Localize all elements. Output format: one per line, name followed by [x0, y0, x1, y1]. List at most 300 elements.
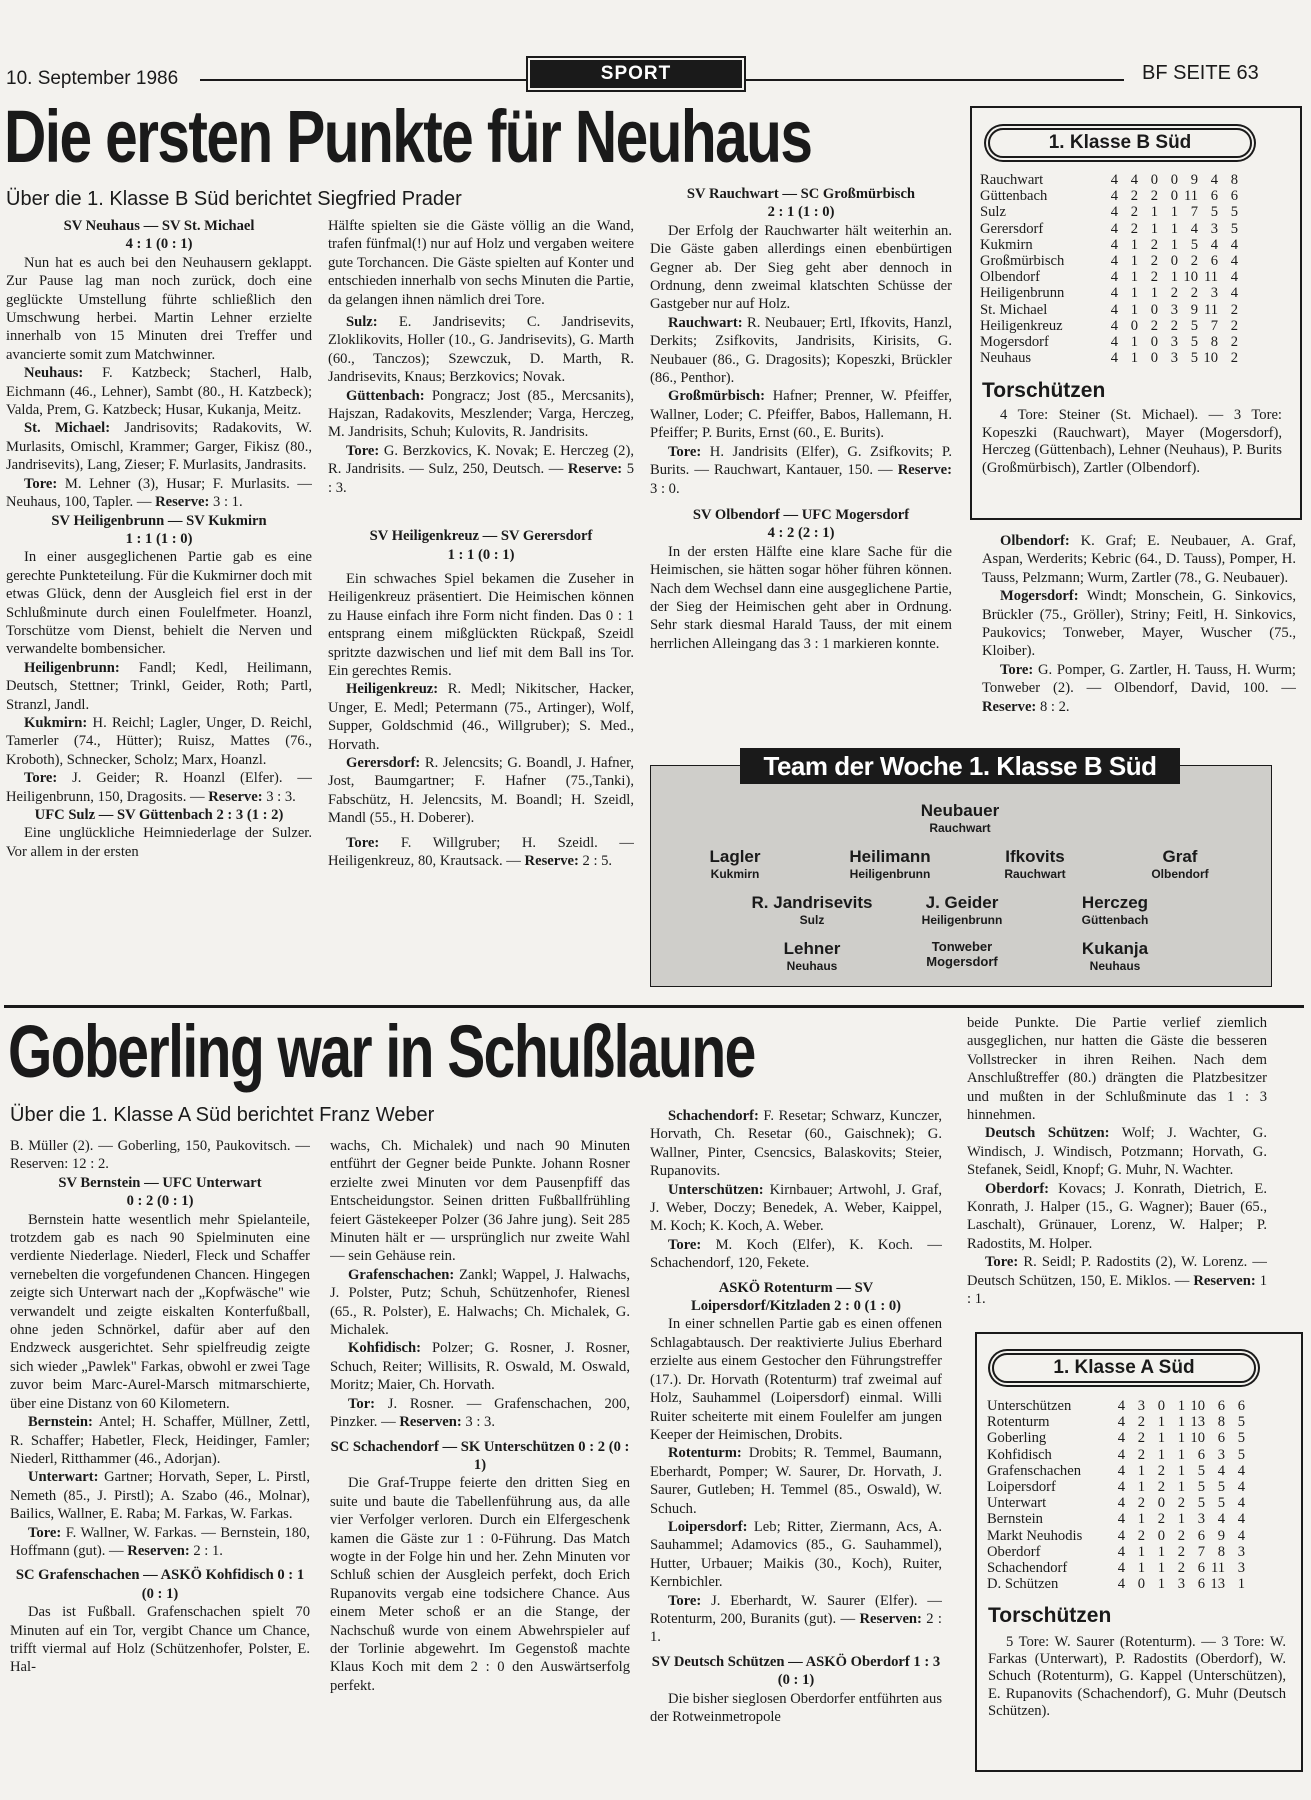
match-report: wachs, Ch. Michalek) und nach 90 Minuten entführt der Gegner beide Punkte. Johann Rosner erzielte zwei Minuten vor dem Pausenpfiff das Entscheidungstor. Seinen dritten Fußballfrühling feiert Gästekeeper Polzer (36 Jahre jung). Seit 285 Minuten hält er — ursprünglich nur zweite Wahl — sein Gehäuse rein.: [330, 1138, 630, 1265]
match-report: beide Punkte. Die Partie verlief ziemlich ausgeglichen, nur hatten die Gäste die besseren Vollstrecker in ihren Reihen. Nach dem Anschlußtreffer (80.) drängten die Platzbesitzer und mußten in der Schlußminute das 1 : 3 hinnehmen.: [967, 1015, 1267, 1124]
lineup: Gerersdorf: R. Jelencsits; G. Boandl, J. Hafner, Jost, Baumgartner; F. Hafner (75.,Tanki), Fabschütz, H. Jelencsits, M. Boandl; H. Szeidl, Mandl (55., H. Doberer).: [328, 754, 634, 827]
stat-cell: 13: [1190, 1414, 1205, 1431]
team-name: Großmürbisch: [980, 253, 1065, 270]
stat-cell: 0: [1157, 1398, 1165, 1414]
match-score: 1 : 1 (1 : 0): [125, 530, 193, 547]
player-card: J. Geider Heiligenbrunn: [921, 893, 1003, 927]
article-1-column-2: [328, 217, 634, 999]
stat-cell: 1: [1137, 1479, 1145, 1496]
article-2-column-4: [967, 1014, 1267, 1324]
team-name: Olbendorf: [980, 269, 1040, 286]
standings-row: [987, 1414, 1245, 1430]
stat-cell: 2: [1130, 188, 1138, 205]
stat-cell: 0: [1170, 188, 1178, 205]
match-title: ASKÖ Rotenturm — SV Loipersdorf/Kitzladen 2 : 0 (1 : 0): [691, 1279, 901, 1315]
match-report: In der ersten Hälfte eine klare Sache für die Heimischen, sie hätten sogar höher führen können. Nach dem Wechsel dann eine ausgeglichene Partie, der Sieg der Heimischen geht aber in Ordnung. Sehr stark diesmal Harald Tauss, der mit einem herrlichen Alleingang das 3 : 1 markieren konnte.: [650, 543, 952, 652]
team-name: Goberling: [987, 1430, 1047, 1447]
stat-cell: 4: [1237, 1527, 1245, 1544]
stat-cell: 4: [1110, 188, 1118, 205]
match-title: SV Bernstein — UFC Unterwart: [58, 1174, 262, 1191]
stat-cell: 5: [1190, 334, 1198, 351]
stat-cell: 4: [1110, 204, 1118, 221]
goals-line: Tore: G. Pomper, G. Zartler, H. Tauss, H. Wurm; Tonweber (2). — Olbendorf, David, 100. — Reserve: 8 : 2.: [982, 661, 1296, 715]
stat-cell: 1: [1150, 220, 1158, 237]
stat-cell: 5: [1237, 1414, 1245, 1431]
standings-row: [980, 334, 1238, 350]
standings-row: [980, 253, 1238, 269]
stat-cell: 2: [1190, 253, 1198, 270]
stat-cell: 0: [1157, 1495, 1165, 1512]
stat-cell: 1: [1177, 1446, 1185, 1463]
byline-article-2: Über die 1. Klasse A Süd berichtet Franz Weber: [10, 1104, 435, 1126]
match-report: In einer schnellen Partie gab es einen offenen Schlagabtausch. Der reaktivierte Julius Eberhard erzielte aus einem Gestocher den Führungstreffer (17.). Dr. Horvath (Rotenturm) traf zweimal auf Holz, Sauhammel (Loipersdorf) einmal. Willi Ruiter scheiterte mit einem Foulelfer am jungen Keeper der Heimischen, Drobits.: [650, 1316, 942, 1443]
player-card: Neubauer Rauchwart: [920, 801, 1000, 835]
stat-cell: 4: [1237, 1479, 1245, 1496]
stat-cell: 1: [1130, 285, 1138, 302]
team-name: Mogersdorf: [980, 334, 1049, 351]
lineup: Rauchwart: R. Neubauer; Ertl, Ifkovits, Hanzl, Derkits; Zsifkovits, Jandrisits, Kirisits, G. Neubauer (86., G. Dragosits); Kopeszki, Brückler (86., Penthor).: [650, 314, 952, 387]
goals-line: Tore: F. Willgruber; H. Szeidl. — Heiligenkreuz, 80, Krautsack. — Reserve: 2 : 5.: [328, 834, 634, 869]
lineup: Neuhaus: F. Katzbeck; Stacherl, Halb, Eichmann (46., Lehner), Sambt (80., H. Katzbeck); Valda, Prem, G. Katzbeck; Husar, Kukanja, Meitz.: [6, 365, 312, 419]
stat-cell: 1: [1137, 1560, 1145, 1577]
stat-cell: 0: [1130, 317, 1138, 334]
scorers-text-b-sued: 4 Tore: Steiner (St. Michael). — 3 Tore: Kopeszki (Rauchwart), Mayer (Mogersdorf), Herczeg (Güttenbach), Lehner (Neuhaus), P. Burits (Großmürbisch), Zartler (Olbendorf).: [982, 407, 1282, 476]
stat-cell: 3: [1137, 1398, 1145, 1414]
stat-cell: 4: [1230, 253, 1238, 270]
match-title: SV Heiligenbrunn — SV Kukmirn: [51, 512, 267, 529]
goals-line: Tore: M. Lehner (3), Husar; F. Murlasits. — Neuhaus, 100, Tapler. — Reserve: 3 : 1.: [6, 475, 312, 511]
stat-cell: 4: [1117, 1543, 1125, 1560]
stat-cell: 1: [1170, 269, 1178, 286]
lineup: Heiligenbrunn: Fandl; Kedl, Heilimann, Deutsch, Stettner; Trinkl, Geider, Roth; Partl, Stranzl, Jandl.: [6, 659, 312, 713]
team-name: Gerersdorf: [980, 220, 1044, 237]
stat-cell: 2: [1150, 253, 1158, 270]
stat-cell: 1: [1177, 1430, 1185, 1447]
lineup: Großmürbisch: Hafner; Prenner, W. Pfeiffer, Wallner, Loder; C. Pfeiffer, Babos, Hallemann, H. Pfeiffer; P. Burits, Ernst (60., E. Burits).: [650, 388, 952, 442]
standings-row: [987, 1398, 1245, 1414]
stat-cell: 6: [1237, 1398, 1245, 1414]
match-report: Ein schwaches Spiel bekamen die Zuseher in Heiligenkreuz präsentiert. Die Heimischen können zu Hause einfach ihre Form nicht finden. Das 0 : 1 entsprang einem mißglückten Rückpaß, Szeidl spritzte dazwischen und lief mit dem Ball ins Tor. Ein gerechtes Remis.: [328, 570, 634, 679]
stat-cell: 6: [1197, 1446, 1205, 1463]
stat-cell: 0: [1150, 350, 1158, 367]
stat-cell: 7: [1210, 317, 1218, 334]
stat-cell: 1: [1130, 253, 1138, 270]
stat-cell: 9: [1217, 1527, 1225, 1544]
stat-cell: 4: [1110, 220, 1118, 237]
section-label: SPORT: [530, 60, 742, 88]
standings-row: [987, 1430, 1245, 1446]
stat-cell: 4: [1110, 236, 1118, 253]
stat-cell: 4: [1117, 1560, 1125, 1577]
lineup: Rotenturm: Drobits; R. Temmel, Baumann, Eberhardt, Pomper; W. Saurer, Dr. Horvath, J. Saurer, Gutleben; H. Temmel (85., Oswald), W. Schuch.: [650, 1445, 942, 1517]
headline-article-2: Goberling war in Schußlaune: [8, 1010, 755, 1093]
stat-cell: 2: [1190, 285, 1198, 302]
byline-article-1: Über die 1. Klasse B Süd berichtet Siegfried Prader: [6, 188, 462, 210]
stat-cell: 11: [1183, 188, 1198, 205]
player-card: Ifkovits Rauchwart: [1004, 847, 1066, 881]
stat-cell: 9: [1190, 172, 1198, 188]
standings-row: [987, 1528, 1245, 1544]
stat-cell: 4: [1217, 1511, 1225, 1528]
stat-cell: 1: [1170, 204, 1178, 221]
stat-cell: 1: [1157, 1446, 1165, 1463]
match-report: Die bisher sieglosen Oberdorfer entführten aus der Rotweinmetropole: [650, 1690, 942, 1725]
stat-cell: 1: [1130, 350, 1138, 367]
stat-cell: 8: [1217, 1414, 1225, 1431]
match-report: In einer ausgeglichenen Partie gab es eine gerechte Punkteteilung. Für die Kukmirner doch mit etwas Glück, denn der Ausgleich fiel erst in der Schlußminute durch einen Foulelfmeter. Hoanzl, Torschütze vom Dienst, behielt die Nerven und verwandelte bombensicher.: [6, 549, 312, 658]
stat-cell: 6: [1230, 188, 1238, 205]
player-card: Heilimann Heiligenbrunn: [849, 847, 931, 881]
stat-cell: 2: [1130, 204, 1138, 221]
match-score: 2 : 1 (1 : 0): [767, 204, 835, 221]
team-name: St. Michael: [980, 301, 1048, 318]
stat-cell: 4: [1117, 1576, 1125, 1593]
match-title: SC Grafenschachen — ASKÖ Kohfidisch 0 : 1 (0 : 1): [15, 1567, 305, 1602]
standings-row: [987, 1479, 1245, 1495]
stat-cell: 1: [1137, 1511, 1145, 1528]
stat-cell: 5: [1237, 1430, 1245, 1447]
stat-cell: 0: [1170, 253, 1178, 270]
stat-cell: 3: [1170, 350, 1178, 367]
match-title: SV Rauchwart — SC Großmürbisch: [686, 186, 916, 202]
goals-line: Tore: J. Geider; R. Hoanzl (Elfer). — Heiligenbrunn, 150, Dragosits. — Reserve: 3 : 3.: [6, 770, 312, 805]
standings-row: [980, 237, 1238, 253]
stat-cell: 4: [1210, 172, 1218, 188]
stat-cell: 4: [1110, 350, 1118, 367]
article-1-column-3: [650, 185, 952, 741]
stat-cell: 6: [1197, 1576, 1205, 1593]
standings-row: [980, 318, 1238, 334]
standings-row: [980, 221, 1238, 237]
stat-cell: 4: [1110, 285, 1118, 302]
goals-line: Tore: J. Eberhardt, W. Saurer (Elfer). — Rotenturm, 200, Buranits (gut). — Reserven: 2 : 1.: [650, 1592, 942, 1646]
stat-cell: 1: [1237, 1576, 1245, 1593]
stat-cell: 5: [1190, 236, 1198, 253]
stat-cell: 3: [1237, 1560, 1245, 1577]
match-score: 4 : 2 (2 : 1): [767, 525, 835, 542]
goals-line: B. Müller (2). — Goberling, 150, Paukovitsch. — Reserven: 12 : 2.: [10, 1138, 310, 1173]
standings-row: [980, 269, 1238, 285]
lineup: Grafenschachen: Zankl; Wappel, J. Halwachs, J. Polster, Putz; Schuh, Schützenhofer, Rienesl (65., R. Polster), E. Halwachs; Ch. Michalek, G. Michalek.: [330, 1266, 630, 1339]
goals-line: Tore: R. Seidl; P. Radostits (2), W. Lorenz. — Deutsch Schützen, 150, E. Miklos. — Reserven: 1 : 1.: [967, 1254, 1267, 1308]
stat-cell: 0: [1137, 1576, 1145, 1593]
stat-cell: 0: [1150, 334, 1158, 351]
lineup: St. Michael: Jandrisovits; Radakovits, W. Murlasits, Omischl, Krammer; Garger, Fikisz (80., Jandrisevits), Lang, Zieser; F. Murlasits, Jandrasits.: [6, 420, 312, 474]
stat-cell: 8: [1217, 1543, 1225, 1560]
stat-cell: 4: [1117, 1398, 1125, 1414]
player-card: Lagler Kukmirn: [709, 847, 761, 881]
match-score: 4 : 1 (0 : 1): [125, 236, 193, 253]
team-of-week-title: Team der Woche 1. Klasse B Süd: [740, 748, 1180, 784]
stat-cell: 3: [1197, 1511, 1205, 1528]
stat-cell: 1: [1177, 1398, 1185, 1414]
stat-cell: 1: [1177, 1511, 1185, 1528]
scorers-heading-b-sued: Torschützen: [982, 379, 1106, 402]
stat-cell: 4: [1110, 334, 1118, 351]
team-name: Kukmirn: [980, 236, 1033, 253]
match-title: SV Deutsch Schützen — ASKÖ Oberdorf 1 : 3 (0 : 1): [651, 1653, 941, 1689]
stat-cell: 2: [1150, 188, 1158, 205]
team-name: Kohfidisch: [987, 1446, 1052, 1463]
stat-cell: 7: [1197, 1543, 1205, 1560]
lineup: Oberdorf: Kovacs; J. Konrath, Dietrich, E. Konrath, J. Halper (15., G. Wagner); Bauer (65., Laschalt), Grünauer, Lorenz, W. Halper; P. Radostits, M. Holper.: [967, 1180, 1267, 1252]
team-name: Grafenschachen: [987, 1462, 1081, 1479]
stat-cell: 4: [1210, 236, 1218, 253]
standings-title-a-sued: 1. Klasse A Süd: [992, 1353, 1256, 1383]
stat-cell: 10: [1190, 1430, 1205, 1447]
stat-cell: 4: [1130, 172, 1138, 188]
stat-cell: 2: [1177, 1527, 1185, 1544]
stat-cell: 0: [1170, 172, 1178, 188]
stat-cell: 9: [1190, 301, 1198, 318]
match-score: 0 : 2 (0 : 1): [126, 1193, 194, 1210]
stat-cell: 1: [1170, 220, 1178, 237]
stat-cell: 1: [1150, 204, 1158, 221]
goals-line: Tore: F. Wallner, W. Farkas. — Bernstein, 180, Hoffmann (gut). — Reserven: 2 : 1.: [10, 1524, 310, 1559]
stat-cell: 5: [1230, 220, 1238, 237]
team-name: Güttenbach: [980, 188, 1048, 205]
team-name: Unterwart: [987, 1495, 1047, 1512]
scorers-text-a-sued: 5 Tore: W. Saurer (Rotenturm). — 3 Tore: W. Farkas (Unterwart), P. Radostits (Oberdorf), W. Schuch (Rotenturm), G. Kappel (Unterschützen), E. Rupanovits (Schachendorf), G. Muhr (Deutsch Schützen).: [988, 1634, 1286, 1719]
team-name: Unterschützen: [987, 1398, 1072, 1414]
stat-cell: 2: [1157, 1479, 1165, 1496]
stat-cell: 3: [1210, 285, 1218, 302]
stat-cell: 2: [1137, 1430, 1145, 1447]
standings-row: [987, 1447, 1245, 1463]
stat-cell: 4: [1117, 1527, 1125, 1544]
standings-row: [987, 1544, 1245, 1560]
stat-cell: 6: [1210, 253, 1218, 270]
player-card: Lehner Neuhaus: [783, 939, 841, 973]
stat-cell: 0: [1150, 172, 1158, 188]
stat-cell: 5: [1230, 204, 1238, 221]
stat-cell: 3: [1170, 334, 1178, 351]
stat-cell: 4: [1117, 1446, 1125, 1463]
match-report: Hälfte spielten sie die Gäste völlig an die Wand, trafen fünfmal(!) nur auf Holz und vergaben weitere gute Torchancen. Die Gäste spielten auf Konter und entschieden innerhalb von sechs Minuten die Partie, da gelangen ihnen nämlich drei Tore.: [328, 218, 634, 308]
match-title: SC Schachendorf — SK Unterschützen 0 : 2 (0 : 1): [330, 1438, 630, 1473]
stat-cell: 1: [1150, 285, 1158, 302]
stat-cell: 4: [1230, 269, 1238, 286]
match-report: Die Graf-Truppe feierte den dritten Sieg en suite und baute die Tabellenführung aus, da alle vier Verfolger verloren. Durch ein Elfergeschenk kamen die Gäste zur 1 : 0-Führung. Das Match wogte in der Folge hin und her. Zehn Minuten vor Schluß schien der Ausgleich perfekt, doch Erich Rupanovits vergab eine todsichere Chance. Aus einem Meter schoß er an die Stange, der Nachschuß wurde von einem Abwehrspieler auf der Torlinie abgewehrt. Im Gegenstoß machte Klaus Koch mit dem 2 : 0 den Auswärtserfolg perfekt.: [330, 1475, 630, 1694]
stat-cell: 2: [1137, 1527, 1145, 1544]
stat-cell: 0: [1157, 1527, 1165, 1544]
match-report: Das ist Fußball. Grafenschachen spielt 70 Minuten auf ein Tor, vergibt Chance um Chance, trifft viermal auf Holz (Schützenhofer, Polster, E. Hal-: [10, 1604, 310, 1676]
standings-row: [980, 204, 1238, 220]
standings-row: [980, 302, 1238, 318]
stat-cell: 4: [1117, 1430, 1125, 1447]
stat-cell: 3: [1237, 1543, 1245, 1560]
article-2-column-2: [330, 1137, 630, 1794]
player-card: Herczeg Güttenbach: [1081, 893, 1149, 927]
stat-cell: 1: [1157, 1560, 1165, 1577]
match-report: Bernstein hatte wesentlich mehr Spielanteile, trotzdem gab es nach 90 Spielminuten eine verdiente Niederlage. Niederl, Fleck und Schaffer vernebelten die vorgefundenen Chancen. Hingegen zeigte sich Unterwart nach der „Kopfwäsche" wie verwandelt und zeigte eiskalten Konterfußball, ohne jeden Schnörkel, dafür aber auf den Endzweck ausgerichtet. Sehr spielfreudig zeigte sich wieder „Pawlek" Farkas, obwohl er zwei Tage zuvor beim Marc-Aurel-Marsch mitmarschierte, über eine Distanz von 60 Kilometern.: [10, 1211, 310, 1412]
goals-line: Tore: M. Koch (Elfer), K. Koch. — Schachendorf, 120, Fekete.: [650, 1236, 942, 1272]
stat-cell: 4: [1110, 317, 1118, 334]
stat-cell: 5: [1197, 1495, 1205, 1512]
stat-cell: 5: [1197, 1479, 1205, 1496]
team-name: Heiligenkreuz: [980, 317, 1063, 334]
stat-cell: 6: [1197, 1527, 1205, 1544]
stat-cell: 2: [1230, 317, 1238, 334]
stat-cell: 5: [1217, 1495, 1225, 1512]
stat-cell: 4: [1217, 1462, 1225, 1479]
stat-cell: 4: [1117, 1511, 1125, 1528]
stat-cell: 4: [1110, 301, 1118, 318]
lineup: Unterwart: Gartner; Horvath, Seper, L. Pirstl, Nemeth (85., J. Pirstl); A. Szabo (46., Molnar), Bailics, Wallner, E. Raba; M. Farkas, W. Farkas.: [10, 1469, 310, 1523]
header-rule-left: [200, 79, 526, 81]
stat-cell: 3: [1217, 1446, 1225, 1463]
stat-cell: 2: [1150, 317, 1158, 334]
player-card: R. Jandrisevits Sulz: [751, 893, 873, 927]
lineup: Sulz: E. Jandrisevits; C. Jandrisevits, Zloklikovits, Holler (10., G. Jandrisevits), G. Marth (60., Tanczos); Szewczuk, D. Marth, R. Jandrisevits, Knaus; Berzkovics; Novak.: [328, 314, 634, 386]
stat-cell: 4: [1110, 172, 1118, 188]
team-name: Oberdorf: [987, 1543, 1041, 1560]
scorers-heading-a-sued: Torschützen: [988, 1604, 1112, 1627]
stat-cell: 6: [1217, 1398, 1225, 1414]
article-1-column-1: [6, 217, 312, 999]
stat-cell: 5: [1237, 1446, 1245, 1463]
stat-cell: 13: [1210, 1576, 1225, 1593]
stat-cell: 2: [1130, 220, 1138, 237]
team-of-week-grid: [650, 765, 1270, 985]
stat-cell: 6: [1210, 188, 1218, 205]
standings-table-b-sued: [980, 172, 1238, 366]
article-2-column-3: [650, 1107, 942, 1794]
match-title: SV Heiligenkreuz — SV Gerersdorf: [369, 528, 593, 545]
team-name: Neuhaus: [980, 350, 1032, 367]
lineup: Mogersdorf: Windt; Monschein, G. Sinkovics, Brückler (75., Gröller), Striny; Feitl, H. Sinkovics, Paukovics; Tonweber, Mayer, Wuscher (75., Kloiber).: [982, 588, 1296, 660]
stat-cell: 2: [1137, 1495, 1145, 1512]
team-name: Loipersdorf: [987, 1479, 1056, 1496]
stat-cell: 11: [1203, 269, 1218, 286]
stat-cell: 1: [1157, 1430, 1165, 1447]
stat-cell: 1: [1130, 334, 1138, 351]
stat-cell: 1: [1177, 1462, 1185, 1479]
player-card: Graf Olbendorf: [1151, 847, 1209, 881]
header-rule-right: [746, 79, 1124, 81]
stat-cell: 1: [1157, 1414, 1165, 1431]
stat-cell: 4: [1237, 1495, 1245, 1512]
goals-line: Tore: H. Jandrisits (Elfer), G. Zsifkovits; P. Burits. — Rauchwart, Kantauer, 150. — Reserve: 3 : 0.: [650, 443, 952, 497]
stat-cell: 2: [1177, 1495, 1185, 1512]
stat-cell: 1: [1130, 301, 1138, 318]
stat-cell: 2: [1157, 1462, 1165, 1479]
stat-cell: 1: [1130, 236, 1138, 253]
stat-cell: 10: [1183, 269, 1198, 286]
goals-line: Tore: G. Berzkovics, K. Novak; E. Herczeg (2), R. Jandrisits. — Sulz, 250, Deutsch. — Reserve: 5 : 3.: [328, 442, 634, 496]
stat-cell: 4: [1230, 236, 1238, 253]
lineup: Bernstein: Antel; H. Schaffer, Müllner, Zettl, R. Schaffer; Habetler, Fleck, Heidinger, Famler; Niederl, Ritthammer (46., Adorjan).: [10, 1414, 310, 1467]
stat-cell: 5: [1190, 350, 1198, 367]
standings-row: [980, 285, 1238, 301]
lineup: Loipersdorf: Leb; Ritter, Ziermann, Acs, A. Sauhammel; Adamovics (85., G. Sauhammel), Hutter, Urbauer; Maikis (30., Koch), Ruiter, Kernbichler.: [650, 1518, 942, 1591]
team-name: Bernstein: [987, 1511, 1043, 1528]
stat-cell: 4: [1110, 253, 1118, 270]
stat-cell: 1: [1137, 1462, 1145, 1479]
stat-cell: 4: [1190, 220, 1198, 237]
stat-cell: 2: [1230, 350, 1238, 367]
stat-cell: 3: [1170, 301, 1178, 318]
stat-cell: 2: [1177, 1560, 1185, 1577]
stat-cell: 10: [1190, 1398, 1205, 1414]
stat-cell: 5: [1217, 1479, 1225, 1496]
match-title: SV Olbendorf — UFC Mogersdorf: [692, 506, 910, 523]
issue-date: 10. September 1986: [6, 68, 179, 89]
standings-row: [987, 1560, 1245, 1576]
match-report: Eine unglückliche Heimniederlage der Sulzer. Vor allem in der ersten: [6, 825, 312, 860]
stat-cell: 1: [1130, 269, 1138, 286]
team-name: Markt Neuhodis: [987, 1527, 1083, 1544]
team-name: Schachendorf: [987, 1560, 1068, 1577]
lineup: Güttenbach: Pongracz; Jost (85., Mercsanits), Hajszan, Radakovits, Meszlender; Varga, Herczeg, M. Jandrisits, Schuh; Kulovits, R. Jandrisits.: [328, 387, 634, 441]
stat-cell: 4: [1117, 1479, 1125, 1496]
team-name: Heiligenbrunn: [980, 285, 1065, 302]
match-report: Nun hat es auch bei den Neuhausern geklappt. Zur Pause lag man noch zurück, doch eine geglückte Umstellung führte schließlich den Umschwung herbei. Martin Lehner erzielte innerhalb von 15 Minuten drei Treffer und avancierte somit zum Matchwinner.: [6, 254, 312, 363]
lineup: Heiligenkreuz: R. Medl; Nikitscher, Hacker, Unger, E. Medl; Petermann (75., Artinger), Wolf, Supper, Goldschmid (46., Willgruber); S. Med., Horvath.: [328, 681, 634, 753]
page-number: BF SEITE 63: [1142, 62, 1259, 84]
match-title: SV Neuhaus — SV St. Michael: [63, 218, 255, 234]
stat-cell: 6: [1217, 1430, 1225, 1447]
stat-cell: 1: [1137, 1543, 1145, 1560]
standings-row: [980, 350, 1238, 366]
stat-cell: 8: [1230, 172, 1238, 188]
stat-cell: 11: [1210, 1560, 1225, 1577]
match-score: 1 : 1 (0 : 1): [447, 546, 515, 563]
stat-cell: 4: [1110, 269, 1118, 286]
standings-row: [987, 1463, 1245, 1479]
player-card: Kukanja Neuhaus: [1081, 939, 1149, 973]
stat-cell: 2: [1137, 1446, 1145, 1463]
lineup: Kukmirn: H. Reichl; Lagler, Unger, D. Reichl, Tamerler (74., Hütter); Ruisz, Mattes (76., Kroboth), Schnecker, Scholz; Marx, Hoanzl.: [6, 714, 312, 768]
stat-cell: 5: [1210, 204, 1218, 221]
lineup: Kohfidisch: Polzer; G. Rosner, J. Rosner, Schuch, Reiter; Willisits, R. Oswald, M. Oswald, Moritz; Maier, Ch. Horvath.: [330, 1340, 630, 1394]
stat-cell: 2: [1157, 1511, 1165, 1528]
stat-cell: 1: [1177, 1479, 1185, 1496]
standings-title-b-sued: 1. Klasse B Süd: [988, 128, 1252, 158]
article-2-column-1: [10, 1137, 310, 1794]
team-name: D. Schützen: [987, 1576, 1059, 1593]
article-1-column-4: [982, 532, 1296, 742]
stat-cell: 2: [1170, 285, 1178, 302]
stat-cell: 3: [1210, 220, 1218, 237]
lineup: Schachendorf: F. Resetar; Schwarz, Kunczer, Horvath, Ch. Resetar (60., Gaischnek); G. Wallner, Pinter, Csencsics, Balaskovits; Steier, Rupanovits.: [650, 1108, 942, 1180]
stat-cell: 5: [1197, 1462, 1205, 1479]
stat-cell: 1: [1157, 1576, 1165, 1593]
team-name: Rauchwart: [980, 172, 1044, 188]
stat-cell: 11: [1203, 301, 1218, 318]
stat-cell: 4: [1117, 1414, 1125, 1431]
stat-cell: 3: [1177, 1576, 1185, 1593]
stat-cell: 2: [1150, 269, 1158, 286]
stat-cell: 4: [1117, 1462, 1125, 1479]
standings-row: [980, 188, 1238, 204]
standings-row: [980, 172, 1238, 188]
stat-cell: 8: [1210, 334, 1218, 351]
lineup: Deutsch Schützen: Wolf; J. Wachter, G. Windisch, J. Windisch, Potzmann; Horvath, G. Stefanek, Seidl, Knopf; G. Muhr, N. Wachter.: [967, 1125, 1267, 1179]
stat-cell: 1: [1177, 1414, 1185, 1431]
goals-line: Tor: J. Rosner. — Grafenschachen, 200, Pinzker. — Reserven: 3 : 3.: [330, 1395, 630, 1431]
stat-cell: 4: [1237, 1462, 1245, 1479]
stat-cell: 2: [1150, 236, 1158, 253]
stat-cell: 1: [1157, 1543, 1165, 1560]
article-separator: [4, 1005, 1304, 1008]
stat-cell: 10: [1203, 350, 1218, 367]
team-name: Sulz: [980, 204, 1006, 221]
stat-cell: 2: [1230, 334, 1238, 351]
stat-cell: 4: [1230, 285, 1238, 302]
stat-cell: 0: [1150, 301, 1158, 318]
stat-cell: 4: [1117, 1495, 1125, 1512]
